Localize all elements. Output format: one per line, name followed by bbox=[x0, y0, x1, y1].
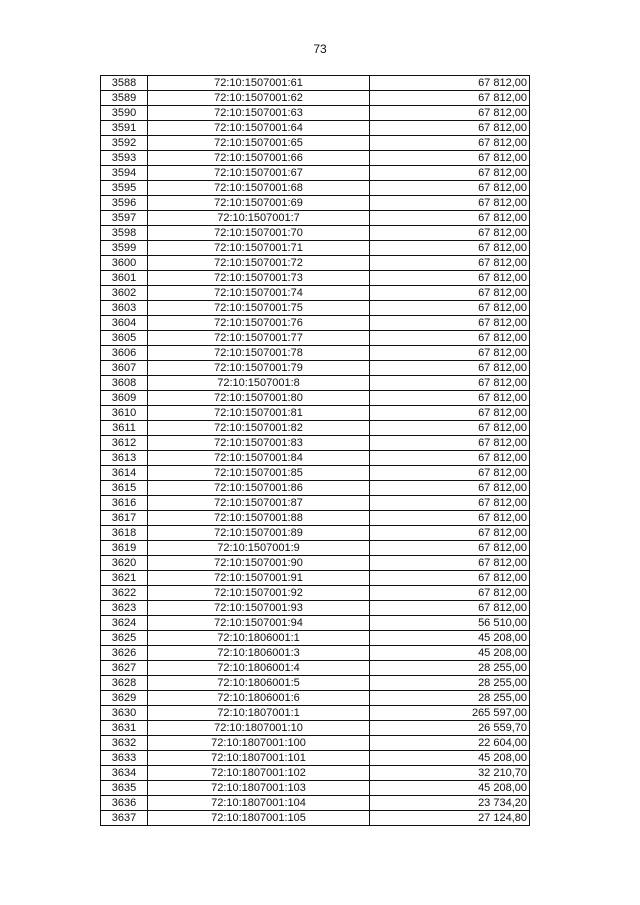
table-row bbox=[101, 451, 530, 466]
cadastral-number-cell: 72:10:1507001:66 bbox=[148, 151, 370, 166]
row-number-cell: 3619 bbox=[101, 541, 148, 556]
cadastral-number-cell: 72:10:1807001:10 bbox=[148, 721, 370, 736]
table-row bbox=[101, 301, 530, 316]
cadastral-number-cell: 72:10:1507001:71 bbox=[148, 241, 370, 256]
value-cell: 67 812,00 bbox=[370, 151, 530, 166]
table-row bbox=[101, 391, 530, 406]
value-cell: 45 208,00 bbox=[370, 646, 530, 661]
cadastral-number-cell: 72:10:1507001:67 bbox=[148, 166, 370, 181]
row-number-cell: 3625 bbox=[101, 631, 148, 646]
table-row bbox=[101, 571, 530, 586]
row-number-cell: 3606 bbox=[101, 346, 148, 361]
value-cell: 67 812,00 bbox=[370, 196, 530, 211]
row-number-cell: 3621 bbox=[101, 571, 148, 586]
table-row bbox=[101, 466, 530, 481]
value-cell: 67 812,00 bbox=[370, 91, 530, 106]
row-number-cell: 3609 bbox=[101, 391, 148, 406]
row-number-cell: 3593 bbox=[101, 151, 148, 166]
value-cell: 67 812,00 bbox=[370, 586, 530, 601]
row-number-cell: 3626 bbox=[101, 646, 148, 661]
cadastral-number-cell: 72:10:1507001:87 bbox=[148, 496, 370, 511]
row-number-cell: 3632 bbox=[101, 736, 148, 751]
row-number-cell: 3602 bbox=[101, 286, 148, 301]
value-cell: 67 812,00 bbox=[370, 346, 530, 361]
table-row bbox=[101, 586, 530, 601]
value-cell: 67 812,00 bbox=[370, 211, 530, 226]
row-number-cell: 3607 bbox=[101, 361, 148, 376]
cadastral-number-cell: 72:10:1507001:9 bbox=[148, 541, 370, 556]
value-cell: 67 812,00 bbox=[370, 136, 530, 151]
row-number-cell: 3627 bbox=[101, 661, 148, 676]
cadastral-number-cell: 72:10:1507001:86 bbox=[148, 481, 370, 496]
cadastral-number-cell: 72:10:1507001:70 bbox=[148, 226, 370, 241]
value-cell: 67 812,00 bbox=[370, 241, 530, 256]
table-row bbox=[101, 646, 530, 661]
cadastral-number-cell: 72:10:1507001:83 bbox=[148, 436, 370, 451]
value-cell: 67 812,00 bbox=[370, 601, 530, 616]
cadastral-number-cell: 72:10:1507001:64 bbox=[148, 121, 370, 136]
table-row bbox=[101, 271, 530, 286]
row-number-cell: 3598 bbox=[101, 226, 148, 241]
table-row bbox=[101, 736, 530, 751]
table-row bbox=[101, 556, 530, 571]
table-row bbox=[101, 76, 530, 91]
cadastral-number-cell: 72:10:1507001:68 bbox=[148, 181, 370, 196]
value-cell: 67 812,00 bbox=[370, 571, 530, 586]
value-cell: 22 604,00 bbox=[370, 736, 530, 751]
cadastral-number-cell: 72:10:1507001:90 bbox=[148, 556, 370, 571]
value-cell: 67 812,00 bbox=[370, 496, 530, 511]
table-row bbox=[101, 676, 530, 691]
row-number-cell: 3608 bbox=[101, 376, 148, 391]
table-row bbox=[101, 481, 530, 496]
value-cell: 27 124,80 bbox=[370, 811, 530, 826]
row-number-cell: 3605 bbox=[101, 331, 148, 346]
value-cell: 67 812,00 bbox=[370, 286, 530, 301]
value-cell: 67 812,00 bbox=[370, 526, 530, 541]
table-row bbox=[101, 241, 530, 256]
value-cell: 67 812,00 bbox=[370, 421, 530, 436]
cadastral-number-cell: 72:10:1507001:91 bbox=[148, 571, 370, 586]
cadastral-number-cell: 72:10:1807001:103 bbox=[148, 781, 370, 796]
row-number-cell: 3616 bbox=[101, 496, 148, 511]
row-number-cell: 3614 bbox=[101, 466, 148, 481]
value-cell: 67 812,00 bbox=[370, 511, 530, 526]
row-number-cell: 3596 bbox=[101, 196, 148, 211]
table-row bbox=[101, 811, 530, 826]
value-cell: 67 812,00 bbox=[370, 451, 530, 466]
table-row bbox=[101, 406, 530, 421]
value-cell: 265 597,00 bbox=[370, 706, 530, 721]
value-cell: 67 812,00 bbox=[370, 121, 530, 136]
value-cell: 67 812,00 bbox=[370, 481, 530, 496]
value-cell: 45 208,00 bbox=[370, 631, 530, 646]
value-cell: 67 812,00 bbox=[370, 106, 530, 121]
table-row bbox=[101, 421, 530, 436]
table-row bbox=[101, 166, 530, 181]
cadastral-number-cell: 72:10:1507001:69 bbox=[148, 196, 370, 211]
cadastral-number-cell: 72:10:1507001:72 bbox=[148, 256, 370, 271]
value-cell: 67 812,00 bbox=[370, 556, 530, 571]
table-row bbox=[101, 766, 530, 781]
table-row bbox=[101, 316, 530, 331]
cadastral-value-table bbox=[100, 75, 530, 826]
value-cell: 67 812,00 bbox=[370, 181, 530, 196]
table-row bbox=[101, 286, 530, 301]
cadastral-number-cell: 72:10:1507001:84 bbox=[148, 451, 370, 466]
row-number-cell: 3601 bbox=[101, 271, 148, 286]
cadastral-number-cell: 72:10:1507001:62 bbox=[148, 91, 370, 106]
row-number-cell: 3633 bbox=[101, 751, 148, 766]
row-number-cell: 3588 bbox=[101, 76, 148, 91]
cadastral-number-cell: 72:10:1807001:100 bbox=[148, 736, 370, 751]
value-cell: 67 812,00 bbox=[370, 376, 530, 391]
cadastral-number-cell: 72:10:1507001:73 bbox=[148, 271, 370, 286]
cadastral-number-cell: 72:10:1807001:105 bbox=[148, 811, 370, 826]
cadastral-number-cell: 72:10:1507001:77 bbox=[148, 331, 370, 346]
value-cell: 28 255,00 bbox=[370, 661, 530, 676]
table-row bbox=[101, 121, 530, 136]
cadastral-number-cell: 72:10:1507001:94 bbox=[148, 616, 370, 631]
table-row bbox=[101, 796, 530, 811]
cadastral-number-cell: 72:10:1507001:61 bbox=[148, 76, 370, 91]
value-cell: 67 812,00 bbox=[370, 406, 530, 421]
table-row bbox=[101, 601, 530, 616]
cadastral-number-cell: 72:10:1807001:1 bbox=[148, 706, 370, 721]
table-row bbox=[101, 781, 530, 796]
table-row bbox=[101, 376, 530, 391]
value-cell: 67 812,00 bbox=[370, 466, 530, 481]
value-cell: 28 255,00 bbox=[370, 676, 530, 691]
value-cell: 28 255,00 bbox=[370, 691, 530, 706]
table-row bbox=[101, 721, 530, 736]
cadastral-number-cell: 72:10:1507001:82 bbox=[148, 421, 370, 436]
table-row bbox=[101, 151, 530, 166]
page-number: 73 bbox=[313, 42, 327, 56]
cadastral-number-cell: 72:10:1806001:3 bbox=[148, 646, 370, 661]
row-number-cell: 3591 bbox=[101, 121, 148, 136]
row-number-cell: 3603 bbox=[101, 301, 148, 316]
cadastral-number-cell: 72:10:1507001:92 bbox=[148, 586, 370, 601]
row-number-cell: 3595 bbox=[101, 181, 148, 196]
cadastral-number-cell: 72:10:1507001:80 bbox=[148, 391, 370, 406]
value-cell: 67 812,00 bbox=[370, 541, 530, 556]
table-row bbox=[101, 706, 530, 721]
row-number-cell: 3623 bbox=[101, 601, 148, 616]
cadastral-number-cell: 72:10:1507001:75 bbox=[148, 301, 370, 316]
row-number-cell: 3599 bbox=[101, 241, 148, 256]
table-row bbox=[101, 541, 530, 556]
cadastral-number-cell: 72:10:1507001:88 bbox=[148, 511, 370, 526]
row-number-cell: 3590 bbox=[101, 106, 148, 121]
table-row bbox=[101, 496, 530, 511]
row-number-cell: 3613 bbox=[101, 451, 148, 466]
cadastral-number-cell: 72:10:1507001:76 bbox=[148, 316, 370, 331]
value-cell: 32 210,70 bbox=[370, 766, 530, 781]
cadastral-number-cell: 72:10:1507001:93 bbox=[148, 601, 370, 616]
row-number-cell: 3617 bbox=[101, 511, 148, 526]
row-number-cell: 3615 bbox=[101, 481, 148, 496]
row-number-cell: 3629 bbox=[101, 691, 148, 706]
value-cell: 67 812,00 bbox=[370, 331, 530, 346]
row-number-cell: 3628 bbox=[101, 676, 148, 691]
table-row bbox=[101, 136, 530, 151]
row-number-cell: 3630 bbox=[101, 706, 148, 721]
table-row bbox=[101, 331, 530, 346]
value-cell: 67 812,00 bbox=[370, 361, 530, 376]
cadastral-number-cell: 72:10:1507001:7 bbox=[148, 211, 370, 226]
table-body bbox=[101, 76, 530, 826]
row-number-cell: 3600 bbox=[101, 256, 148, 271]
row-number-cell: 3634 bbox=[101, 766, 148, 781]
row-number-cell: 3610 bbox=[101, 406, 148, 421]
value-cell: 45 208,00 bbox=[370, 781, 530, 796]
cadastral-number-cell: 72:10:1507001:81 bbox=[148, 406, 370, 421]
table-row bbox=[101, 631, 530, 646]
value-cell: 67 812,00 bbox=[370, 166, 530, 181]
table-row bbox=[101, 196, 530, 211]
row-number-cell: 3635 bbox=[101, 781, 148, 796]
table-row bbox=[101, 526, 530, 541]
value-cell: 67 812,00 bbox=[370, 256, 530, 271]
cadastral-number-cell: 72:10:1807001:102 bbox=[148, 766, 370, 781]
table-row bbox=[101, 661, 530, 676]
row-number-cell: 3620 bbox=[101, 556, 148, 571]
table-row bbox=[101, 181, 530, 196]
table-row bbox=[101, 691, 530, 706]
cadastral-number-cell: 72:10:1806001:1 bbox=[148, 631, 370, 646]
row-number-cell: 3636 bbox=[101, 796, 148, 811]
cadastral-number-cell: 72:10:1807001:101 bbox=[148, 751, 370, 766]
value-cell: 56 510,00 bbox=[370, 616, 530, 631]
value-cell: 67 812,00 bbox=[370, 226, 530, 241]
table-row bbox=[101, 226, 530, 241]
table-row bbox=[101, 616, 530, 631]
table-row bbox=[101, 436, 530, 451]
cadastral-number-cell: 72:10:1806001:6 bbox=[148, 691, 370, 706]
row-number-cell: 3589 bbox=[101, 91, 148, 106]
table-row bbox=[101, 106, 530, 121]
value-cell: 67 812,00 bbox=[370, 76, 530, 91]
value-cell: 67 812,00 bbox=[370, 301, 530, 316]
cadastral-number-cell: 72:10:1807001:104 bbox=[148, 796, 370, 811]
value-cell: 23 734,20 bbox=[370, 796, 530, 811]
value-cell: 45 208,00 bbox=[370, 751, 530, 766]
row-number-cell: 3624 bbox=[101, 616, 148, 631]
cadastral-number-cell: 72:10:1507001:8 bbox=[148, 376, 370, 391]
value-cell: 67 812,00 bbox=[370, 316, 530, 331]
cadastral-number-cell: 72:10:1806001:4 bbox=[148, 661, 370, 676]
row-number-cell: 3618 bbox=[101, 526, 148, 541]
cadastral-number-cell: 72:10:1806001:5 bbox=[148, 676, 370, 691]
row-number-cell: 3594 bbox=[101, 166, 148, 181]
row-number-cell: 3597 bbox=[101, 211, 148, 226]
value-cell: 67 812,00 bbox=[370, 391, 530, 406]
table-row bbox=[101, 211, 530, 226]
cadastral-number-cell: 72:10:1507001:63 bbox=[148, 106, 370, 121]
table-row bbox=[101, 751, 530, 766]
row-number-cell: 3611 bbox=[101, 421, 148, 436]
row-number-cell: 3637 bbox=[101, 811, 148, 826]
cadastral-number-cell: 72:10:1507001:78 bbox=[148, 346, 370, 361]
table-row bbox=[101, 256, 530, 271]
value-cell: 67 812,00 bbox=[370, 271, 530, 286]
cadastral-number-cell: 72:10:1507001:85 bbox=[148, 466, 370, 481]
value-cell: 26 559,70 bbox=[370, 721, 530, 736]
table-row bbox=[101, 361, 530, 376]
table-row bbox=[101, 91, 530, 106]
cadastral-number-cell: 72:10:1507001:79 bbox=[148, 361, 370, 376]
table-row bbox=[101, 511, 530, 526]
cadastral-number-cell: 72:10:1507001:65 bbox=[148, 136, 370, 151]
row-number-cell: 3604 bbox=[101, 316, 148, 331]
cadastral-number-cell: 72:10:1507001:89 bbox=[148, 526, 370, 541]
row-number-cell: 3592 bbox=[101, 136, 148, 151]
table-row bbox=[101, 346, 530, 361]
row-number-cell: 3622 bbox=[101, 586, 148, 601]
value-cell: 67 812,00 bbox=[370, 436, 530, 451]
row-number-cell: 3612 bbox=[101, 436, 148, 451]
row-number-cell: 3631 bbox=[101, 721, 148, 736]
cadastral-number-cell: 72:10:1507001:74 bbox=[148, 286, 370, 301]
